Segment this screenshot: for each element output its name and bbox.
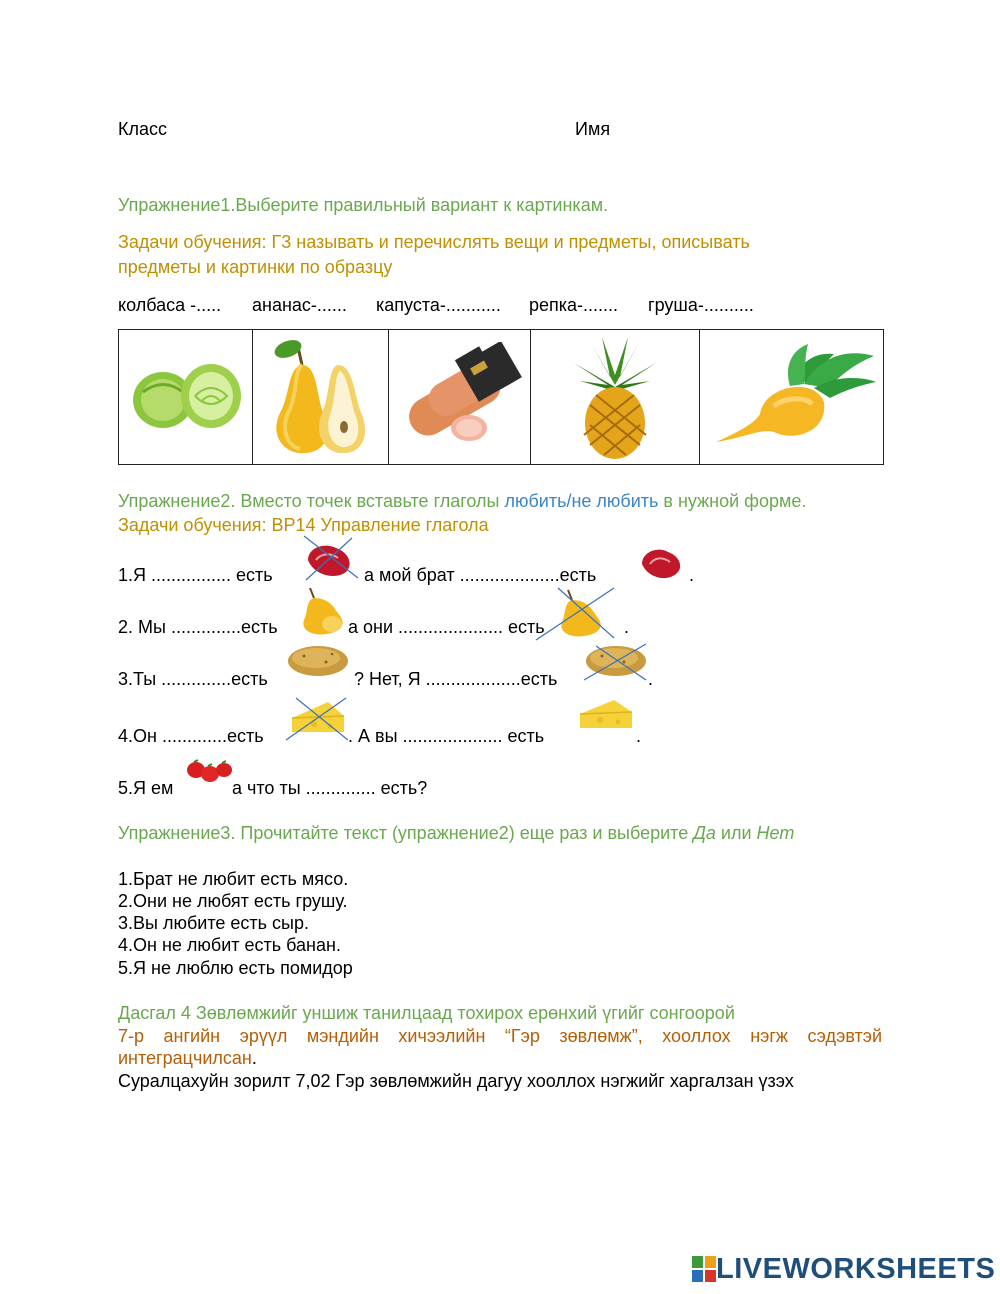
statement-1[interactable]: 1.Брат не любит есть мясо. [118,869,349,889]
cheese-crossed-icon [284,696,348,742]
exercise4-line2 [118,1048,257,1069]
statement-4[interactable]: 4.Он не любит есть банан. [118,935,341,955]
potato-icon [286,644,350,678]
pear-crossed-icon [534,584,616,642]
exercise4-goal: Суралцахуйн зорилт 7,02 Гэр зөвлөмжийн дагуу хооллох нэгжийг харгалзан үзэх [118,1071,794,1091]
sentence2-part2[interactable]: а они ..................... есть [348,617,545,637]
picture-cell-4 [531,330,700,465]
exercise4-line1: 7-р ангийн эрүүл мэндийн хичээлийн “Гэр зөвлөмж”, хооллох нэгж сэдэвтэй [118,1026,882,1046]
sentence3-end: . [648,669,654,689]
pineapple-icon [560,335,670,460]
exercise4-line2-text: интеграцчилсан [118,1048,252,1068]
sentence4-part1[interactable]: 4.Он .............есть [118,726,264,746]
word-sausage[interactable]: колбаса -..... [118,295,222,315]
exercise2-title [118,491,806,512]
cabbage-icon [123,352,248,442]
sentence5-part1: 5.Я ем [118,778,174,798]
logo-text: LIVEWORKSHEETS [716,1252,996,1285]
exercise2-title-start: Упражнение2. Вместо точек вставьте глаголы [118,491,505,511]
liveworksheets-logo [692,1252,996,1285]
cheese-icon [576,698,636,732]
exercise1-title: Упражнение1.Выберите правильный вариант к картинкам. [118,195,609,215]
sentence3-part1[interactable]: 3.Ты ..............есть [118,669,268,689]
exercise1-goal-line1: Задачи обучения: Г3 называть и перечислять вещи и предметы, описывать [118,232,750,252]
no-option[interactable]: Нет [756,823,795,843]
word-cabbage[interactable]: капуста-........... [376,295,501,315]
sentence1-part1[interactable]: 1.Я ................ есть [118,565,273,585]
meat-crossed-icon [300,534,360,582]
exercise3-title-start: Упражнение3. Прочитайте текст (упражнение2) еще раз и выберите [118,823,694,843]
yes-option[interactable]: Да [693,823,716,843]
picture-cell-2 [253,330,389,465]
pear-small-icon [296,584,348,636]
exercise3-title [118,823,794,844]
sentence5-part2[interactable]: а что ты .............. есть? [232,778,428,798]
sentence2-end: . [624,617,630,637]
statement-3[interactable]: 3.Вы любите есть сыр. [118,913,309,933]
exercise2-title-verbs: любить/не любить [504,491,659,511]
meat-icon [636,542,686,582]
picture-cell-3 [389,330,531,465]
exercise4-title: Дасгал 4 Зөвлөмжийг уншиж танилцаад тохирох ерөнхий үгийг сонгоорой [118,1003,735,1023]
pear-icon [258,335,383,460]
sentence2-part1[interactable]: 2. Мы ..............есть [118,617,278,637]
name-label: Имя [575,119,611,139]
sausage-icon [395,342,525,452]
sentence1-end: . [689,565,695,585]
sentence1-part2[interactable]: а мой брат ....................есть [364,565,597,585]
exercise1-goal-line2: предметы и картинки по образцу [118,257,393,277]
sentence3-part2[interactable]: ? Нет, Я ...................есть [354,669,558,689]
exercise4-line2-dot: . [251,1048,257,1068]
exercise3-or: или [715,823,757,843]
class-label: Класс [118,119,167,139]
word-turnip[interactable]: репка-....... [529,295,619,315]
picture-cell-5 [700,330,884,465]
statement-5[interactable]: 5.Я не люблю есть помидор [118,958,353,978]
potato-crossed-icon [582,642,648,682]
statement-2[interactable]: 2.Они не любят есть грушу. [118,891,348,911]
liveworksheets-logo-icon [692,1256,716,1282]
exercise2-title-end: в нужной форме. [658,491,807,511]
tomato-icon [184,754,234,784]
exercise2-goal: Задачи обучения: ВР14 Управление глагола [118,515,489,535]
picture-cell-1 [119,330,253,465]
sentence4-part2[interactable]: . А вы .................... есть [348,726,545,746]
turnip-icon [704,342,879,452]
word-pineapple[interactable]: ананас-...... [252,295,347,315]
word-pear[interactable]: груша-.......... [648,295,754,315]
sentence4-end: . [636,726,642,746]
picture-table [118,329,884,465]
